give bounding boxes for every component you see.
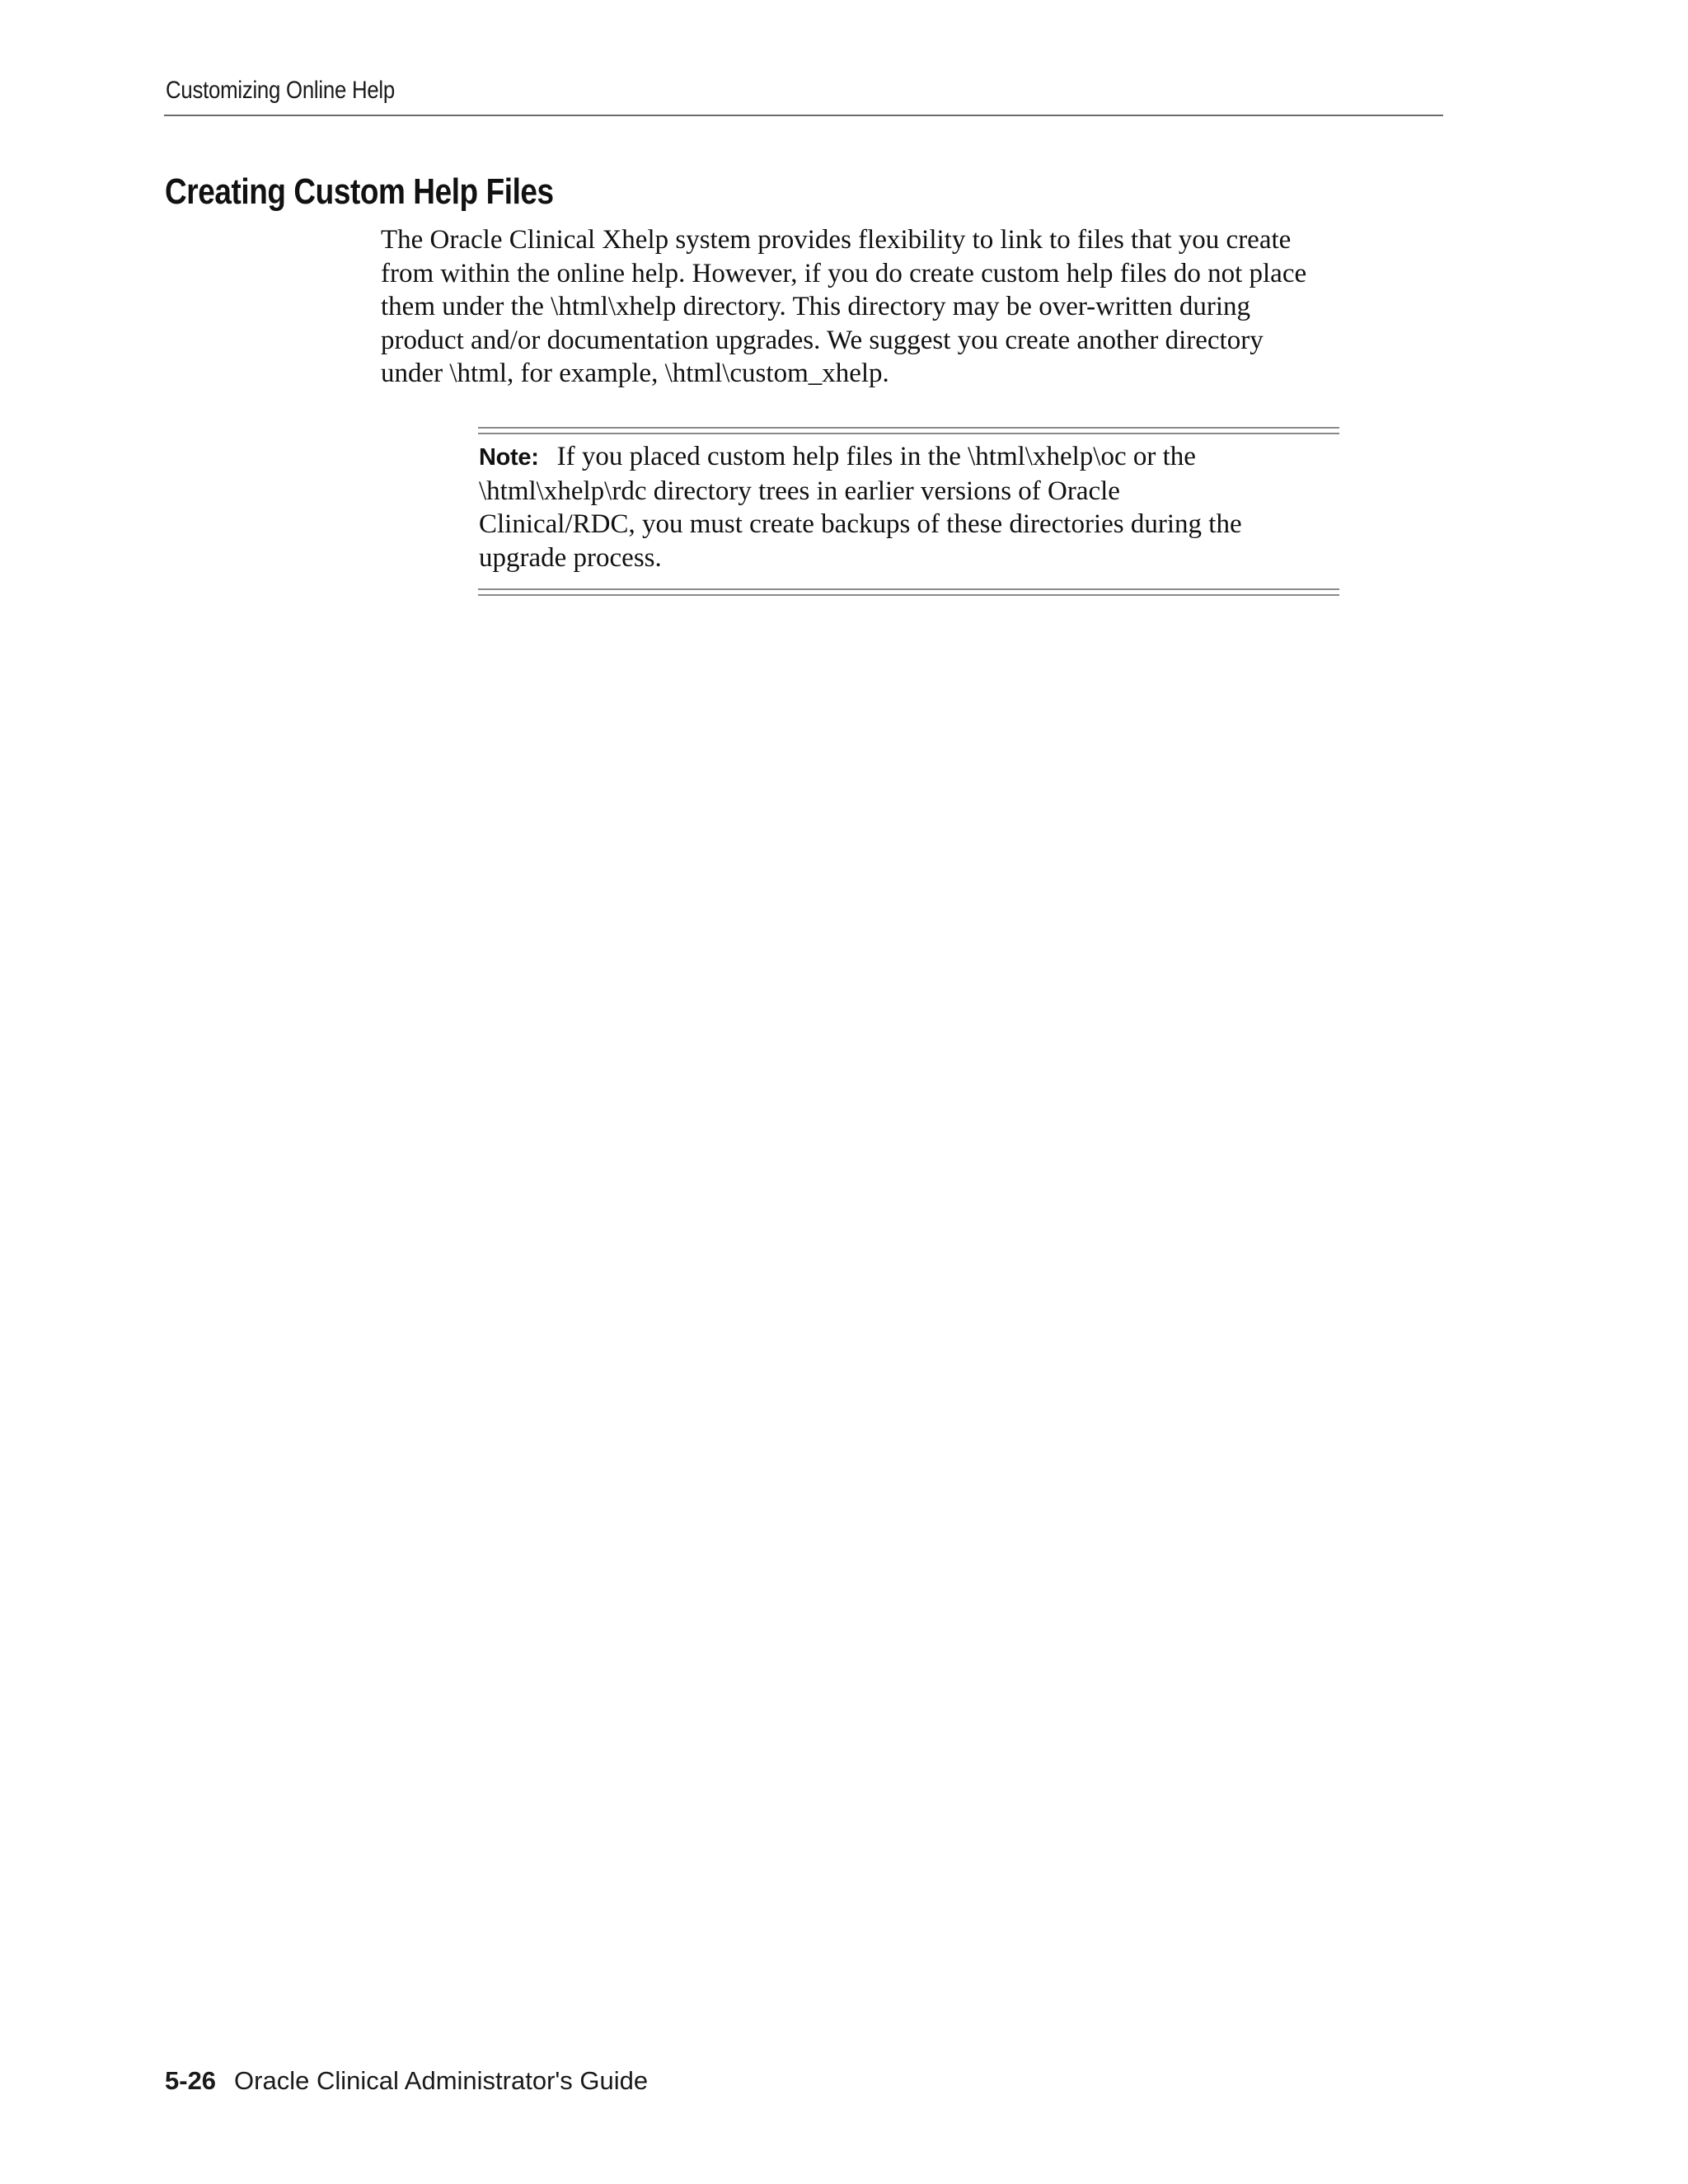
note-line: upgrade process. (479, 542, 662, 573)
note-line (479, 440, 1344, 475)
note-line: \html\xhelp\rdc directory trees in earlier versions of Oracle (479, 476, 1120, 506)
book-title: Oracle Clinical Administrator's Guide (234, 2066, 649, 2095)
paragraph-line: from within the online help. However, if you do create custom help files do not place (381, 258, 1307, 288)
body-paragraph (381, 223, 1436, 391)
note-line-text: If you placed custom help files in the \html\xhelp\oc or the (556, 442, 1196, 471)
note-top-rule (478, 427, 1339, 434)
running-header: Customizing Online Help (166, 77, 395, 104)
note-line: Clinical/RDC, you must create backups of these directories during the (479, 509, 1242, 539)
note-box (479, 440, 1344, 574)
note-bottom-rule (478, 588, 1339, 596)
page-footer (165, 2064, 648, 2097)
note-label: Note: (479, 444, 539, 471)
page-number: 5-26 (165, 2066, 217, 2095)
paragraph-line: under \html, for example, \html\custom_xhelp. (381, 359, 889, 388)
paragraph-line: them under the \html\xhelp directory. This directory may be over-written during (381, 292, 1251, 321)
header-rule (164, 115, 1443, 116)
paragraph-line: product and/or documentation upgrades. We suggest you create another directory (381, 325, 1264, 355)
paragraph-line: The Oracle Clinical Xhelp system provides flexibility to link to files that you create (381, 225, 1292, 255)
section-title: Creating Custom Help Files (165, 171, 554, 212)
